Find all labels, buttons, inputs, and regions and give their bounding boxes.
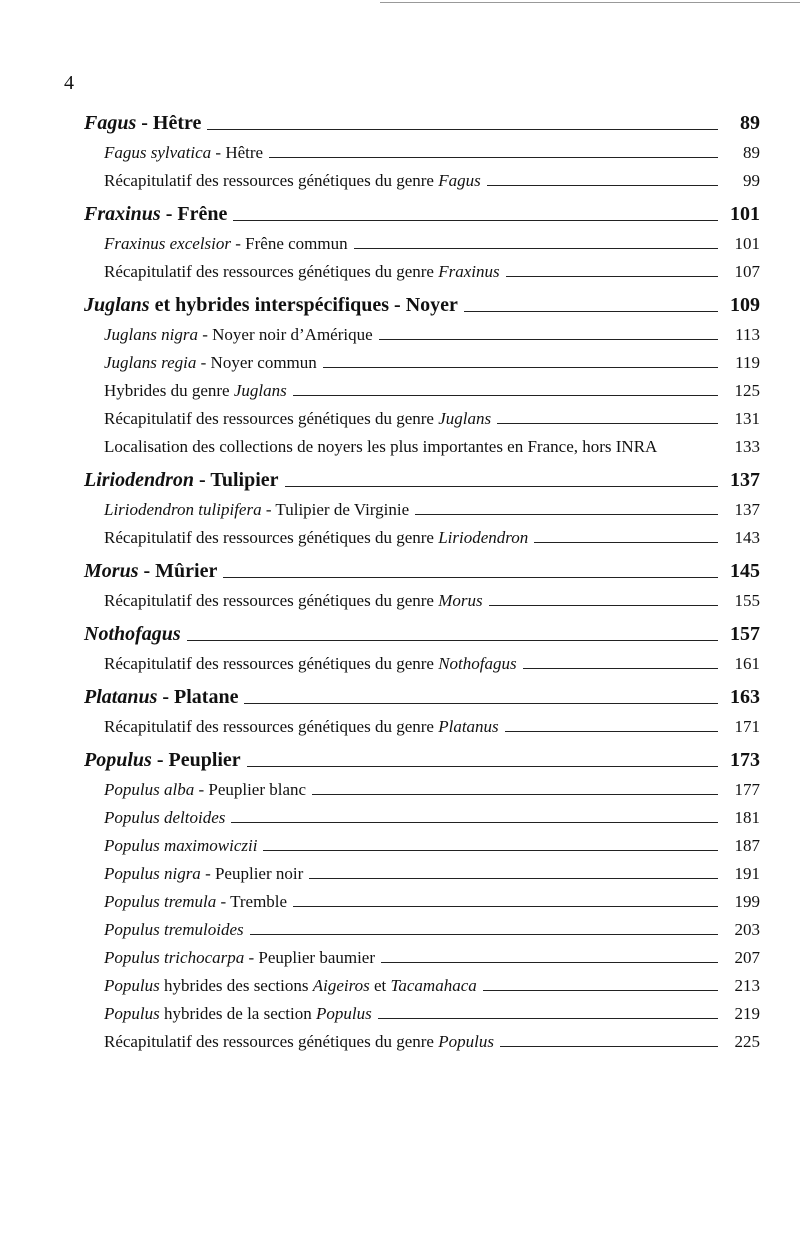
toc-entry bbox=[84, 135, 760, 163]
entry-text: hybrides des sections bbox=[159, 976, 313, 995]
entry-text: - Tremble bbox=[216, 892, 288, 911]
leader-line bbox=[489, 605, 718, 606]
toc-entry bbox=[84, 884, 760, 912]
entry-text: Populus bbox=[438, 1032, 494, 1051]
entry-title bbox=[104, 500, 409, 520]
leader-line bbox=[506, 276, 718, 277]
page-ref: 191 bbox=[734, 864, 760, 883]
page-ref: 137 bbox=[734, 500, 760, 519]
leader-line bbox=[187, 640, 718, 641]
entry-title bbox=[104, 920, 244, 940]
section-title bbox=[84, 469, 279, 492]
entry-text: Populus tremula bbox=[104, 892, 217, 911]
entry-title bbox=[104, 143, 263, 163]
entry-text: - Peuplier noir bbox=[200, 864, 304, 883]
entry-title bbox=[104, 1032, 494, 1052]
entry-text: - Frêne commun bbox=[231, 234, 348, 253]
toc-entry bbox=[84, 772, 760, 800]
entry-text: Liriodendron tulipifera bbox=[104, 500, 262, 519]
entry-text: Populus deltoides bbox=[104, 808, 226, 827]
entry-title bbox=[104, 717, 499, 737]
page-ref: 207 bbox=[734, 948, 760, 967]
toc-section bbox=[84, 615, 760, 674]
toc-section bbox=[84, 195, 760, 282]
entry-text: Populus bbox=[104, 976, 160, 995]
page-ref: 109 bbox=[730, 294, 760, 316]
entry-text: - Peuplier baumier bbox=[244, 948, 376, 967]
entry-text: Morus bbox=[438, 591, 483, 610]
toc-entry bbox=[84, 856, 760, 884]
entry-text: Récapitulatif des ressources génétiques du genre bbox=[104, 654, 439, 673]
leader-line bbox=[293, 906, 718, 907]
leader-line bbox=[312, 794, 718, 795]
toc-entry bbox=[84, 1024, 760, 1052]
page-ref: 225 bbox=[734, 1032, 760, 1051]
section-heading bbox=[84, 461, 760, 492]
toc-section bbox=[84, 552, 760, 611]
table-of-contents bbox=[84, 104, 760, 1052]
leader-line bbox=[381, 962, 718, 963]
entry-title bbox=[104, 808, 225, 828]
genus-name: Morus bbox=[84, 560, 139, 582]
leader-line bbox=[231, 822, 718, 823]
page-ref: 107 bbox=[734, 262, 760, 281]
leader-line bbox=[244, 703, 718, 704]
entry-title bbox=[104, 591, 483, 611]
entry-text: et bbox=[369, 976, 391, 995]
leader-line bbox=[233, 220, 718, 221]
entry-title bbox=[104, 381, 287, 401]
page-ref: 133 bbox=[734, 437, 760, 456]
toc-entry bbox=[84, 163, 760, 191]
toc-entry bbox=[84, 583, 760, 611]
entry-title bbox=[104, 528, 528, 548]
entry-text: Populus maximowiczii bbox=[104, 836, 258, 855]
toc-entry bbox=[84, 940, 760, 968]
section-heading bbox=[84, 286, 760, 317]
toc-entry bbox=[84, 401, 760, 429]
entry-title bbox=[104, 654, 517, 674]
page-ref: 131 bbox=[734, 409, 760, 428]
leader-line bbox=[263, 850, 718, 851]
toc-entry bbox=[84, 317, 760, 345]
toc-entry bbox=[84, 429, 760, 457]
entry-text: Récapitulatif des ressources génétiques du genre bbox=[104, 409, 439, 428]
page-ref: 119 bbox=[735, 353, 760, 372]
page-ref: 113 bbox=[735, 325, 760, 344]
entry-text: Juglans nigra bbox=[104, 325, 198, 344]
entry-text: Tacamahaca bbox=[390, 976, 477, 995]
page-ref: 143 bbox=[734, 528, 760, 547]
page-ref: 173 bbox=[730, 749, 760, 771]
entry-text: Platanus bbox=[438, 717, 499, 736]
entry-text: Fraxinus excelsior bbox=[104, 234, 231, 253]
scan-edge-line bbox=[380, 2, 800, 3]
leader-line bbox=[247, 766, 718, 767]
entry-text: Récapitulatif des ressources génétiques du genre bbox=[104, 262, 439, 281]
page-ref: 155 bbox=[734, 591, 760, 610]
toc-section bbox=[84, 286, 760, 457]
entry-title bbox=[104, 1004, 372, 1024]
leader-line bbox=[483, 990, 718, 991]
section-heading bbox=[84, 678, 760, 709]
entry-text: Populus nigra bbox=[104, 864, 201, 883]
page-ref: 89 bbox=[743, 143, 760, 162]
leader-line bbox=[207, 129, 718, 130]
entry-title bbox=[104, 976, 477, 996]
entry-text: Populus bbox=[316, 1004, 372, 1023]
section-heading bbox=[84, 195, 760, 226]
common-name: et hybrides interspécifiques - Noyer bbox=[149, 294, 458, 316]
page-ref: 199 bbox=[734, 892, 760, 911]
leader-line bbox=[379, 339, 718, 340]
toc-entry bbox=[84, 968, 760, 996]
page-ref: 163 bbox=[730, 686, 760, 708]
entry-text: Liriodendron bbox=[438, 528, 529, 547]
entry-text: Fagus sylvatica bbox=[104, 143, 212, 162]
leader-line bbox=[309, 878, 718, 879]
entry-title bbox=[104, 353, 317, 373]
leader-line bbox=[323, 367, 718, 368]
toc-entry bbox=[84, 373, 760, 401]
page-ref: 101 bbox=[730, 203, 760, 225]
page-ref: 89 bbox=[740, 112, 760, 134]
entry-title bbox=[104, 234, 348, 254]
toc-section bbox=[84, 678, 760, 737]
genus-name: Populus bbox=[84, 749, 152, 771]
entry-text: Récapitulatif des ressources génétiques du genre bbox=[104, 717, 439, 736]
leader-line bbox=[223, 577, 718, 578]
entry-title bbox=[104, 948, 375, 968]
section-title bbox=[84, 686, 238, 709]
section-heading bbox=[84, 104, 760, 135]
genus-name: Liriodendron bbox=[84, 469, 195, 491]
entry-text: Populus bbox=[104, 1004, 160, 1023]
entry-text: Nothofagus bbox=[438, 654, 517, 673]
entry-text: Aigeiros bbox=[312, 976, 370, 995]
entry-text: Récapitulatif des ressources génétiques du genre bbox=[104, 591, 439, 610]
toc-entry bbox=[84, 996, 760, 1024]
toc-entry bbox=[84, 646, 760, 674]
page-ref: 161 bbox=[734, 654, 760, 673]
common-name: - Peuplier bbox=[151, 749, 241, 771]
leader-line bbox=[534, 542, 718, 543]
genus-name: Fagus bbox=[84, 112, 137, 134]
page-number: 4 bbox=[64, 72, 74, 94]
entry-title bbox=[104, 780, 306, 800]
toc-entry bbox=[84, 828, 760, 856]
leader-line bbox=[487, 185, 718, 186]
page-ref: 101 bbox=[734, 234, 760, 253]
entry-text: Localisation des collections de noyers les plus importantes en France, hors INRA bbox=[104, 437, 658, 456]
entry-text: Juglans bbox=[438, 409, 492, 428]
page-ref: 219 bbox=[734, 1004, 760, 1023]
leader-line bbox=[505, 731, 718, 732]
entry-title bbox=[104, 409, 491, 429]
leader-line bbox=[464, 311, 718, 312]
entry-text: Récapitulatif des ressources génétiques du genre bbox=[104, 171, 439, 190]
toc-entry bbox=[84, 912, 760, 940]
entry-text: - Hêtre bbox=[211, 143, 264, 162]
page-ref: 125 bbox=[734, 381, 760, 400]
entry-text: Juglans regia bbox=[104, 353, 197, 372]
toc-entry bbox=[84, 800, 760, 828]
common-name: - Frêne bbox=[160, 203, 228, 225]
section-heading bbox=[84, 615, 760, 646]
genus-name: Platanus bbox=[84, 686, 158, 708]
entry-text: Fagus bbox=[438, 171, 481, 190]
leader-line bbox=[250, 934, 718, 935]
genus-name: Nothofagus bbox=[84, 623, 181, 645]
entry-text: - Noyer commun bbox=[196, 353, 317, 372]
entry-text: Populus alba bbox=[104, 780, 195, 799]
page-ref: 145 bbox=[730, 560, 760, 582]
entry-title bbox=[104, 864, 303, 884]
entry-text: Populus tremuloides bbox=[104, 920, 244, 939]
page-ref: 157 bbox=[730, 623, 760, 645]
leader-line bbox=[269, 157, 718, 158]
page-ref: 187 bbox=[734, 836, 760, 855]
entry-title bbox=[104, 325, 373, 345]
entry-text: hybrides de la section bbox=[159, 1004, 316, 1023]
leader-line bbox=[415, 514, 718, 515]
entry-title bbox=[104, 262, 500, 282]
entry-text: Juglans bbox=[233, 381, 287, 400]
entry-title bbox=[104, 836, 257, 856]
common-name: - Tulipier bbox=[194, 469, 279, 491]
leader-line bbox=[354, 248, 718, 249]
entry-text: Populus trichocarpa bbox=[104, 948, 245, 967]
leader-line bbox=[293, 395, 718, 396]
section-heading bbox=[84, 552, 760, 583]
entry-text: Récapitulatif des ressources génétiques du genre bbox=[104, 1032, 439, 1051]
section-heading bbox=[84, 741, 760, 772]
page-ref: 177 bbox=[734, 780, 760, 799]
page-ref: 99 bbox=[743, 171, 760, 190]
leader-line bbox=[523, 668, 718, 669]
entry-text: - Noyer noir d’Amérique bbox=[197, 325, 373, 344]
section-title bbox=[84, 623, 181, 646]
entry-title bbox=[104, 892, 287, 912]
entry-title bbox=[104, 437, 657, 457]
entry-title bbox=[104, 171, 481, 191]
page-ref: 203 bbox=[734, 920, 760, 939]
entry-text: - Peuplier blanc bbox=[194, 780, 307, 799]
section-title bbox=[84, 294, 458, 317]
toc-entry bbox=[84, 345, 760, 373]
toc-section bbox=[84, 461, 760, 548]
page-ref: 213 bbox=[734, 976, 760, 995]
section-title bbox=[84, 112, 201, 135]
leader-line bbox=[497, 423, 718, 424]
common-name: - Mûrier bbox=[138, 560, 218, 582]
toc-entry bbox=[84, 226, 760, 254]
toc-entry bbox=[84, 254, 760, 282]
leader-line bbox=[285, 486, 718, 487]
leader-line bbox=[378, 1018, 718, 1019]
genus-name: Juglans bbox=[84, 294, 150, 316]
toc-section bbox=[84, 741, 760, 1052]
section-title bbox=[84, 203, 227, 226]
page-ref: 181 bbox=[734, 808, 760, 827]
toc-entry bbox=[84, 709, 760, 737]
section-title bbox=[84, 749, 241, 772]
page-ref: 137 bbox=[730, 469, 760, 491]
toc-entry bbox=[84, 520, 760, 548]
section-title bbox=[84, 560, 217, 583]
genus-name: Fraxinus bbox=[84, 203, 161, 225]
entry-text: - Tulipier de Virginie bbox=[261, 500, 410, 519]
common-name: - Hêtre bbox=[136, 112, 202, 134]
toc-section bbox=[84, 104, 760, 191]
page-ref: 171 bbox=[734, 717, 760, 736]
leader-line bbox=[500, 1046, 718, 1047]
entry-text: Fraxinus bbox=[438, 262, 500, 281]
entry-text: Hybrides du genre bbox=[104, 381, 234, 400]
entry-text: Récapitulatif des ressources génétiques du genre bbox=[104, 528, 439, 547]
common-name: - Platane bbox=[157, 686, 239, 708]
toc-entry bbox=[84, 492, 760, 520]
